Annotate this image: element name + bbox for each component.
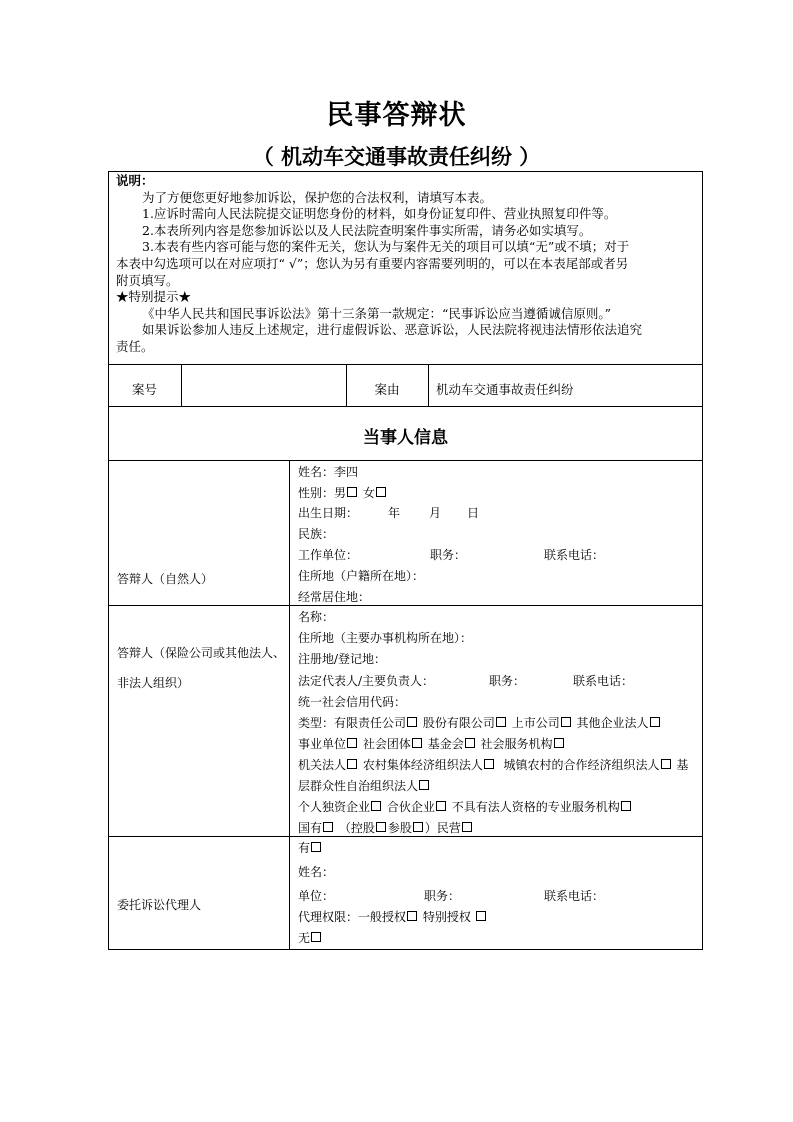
row-divider xyxy=(108,364,703,365)
type-checkbox[interactable] xyxy=(407,717,417,727)
org-type-row xyxy=(298,779,431,793)
agent-name-field[interactable]: 姓名： xyxy=(298,865,335,879)
type-checkbox[interactable] xyxy=(496,717,506,727)
credit-code-field[interactable]: 统一社会信用代码： xyxy=(298,695,407,709)
case-cause-label: 案由 xyxy=(374,382,400,397)
type-option-label: 其他企业法人 xyxy=(576,716,649,730)
type-checkbox[interactable] xyxy=(347,738,357,748)
has-agent-checkbox[interactable] xyxy=(311,842,321,852)
org-type-row xyxy=(298,716,662,730)
habitual-residence-field[interactable]: 经常居住地： xyxy=(298,590,371,604)
legal-rep-field[interactable]: 法定代表人/主要负责人： xyxy=(298,674,435,688)
male-checkbox[interactable] xyxy=(347,487,357,497)
org-address-field[interactable]: 住所地（主要办事机构所在地）： xyxy=(298,631,473,645)
dob-month: 月 xyxy=(429,506,442,520)
general-authority-label: 一般授权 xyxy=(358,910,407,924)
no-agent-checkbox[interactable] xyxy=(311,932,321,942)
gender-label: 性别： xyxy=(298,486,335,500)
name-field[interactable]: 姓名：李四 xyxy=(298,465,359,479)
type-checkbox[interactable] xyxy=(650,717,660,727)
legal-person-label: 非法人组织） xyxy=(117,676,190,690)
type-option-label: 有限责任公司 xyxy=(334,716,407,730)
work-unit-field[interactable]: 工作单位： xyxy=(298,548,359,562)
special-notice-label: ★特别提示★ xyxy=(116,289,192,305)
type-checkbox[interactable] xyxy=(661,759,671,769)
agent-label: 委托诉讼代理人 xyxy=(117,898,202,912)
document-subtitle: （ 机动车交通事故责任纠纷 ） xyxy=(252,144,541,169)
org-type-row xyxy=(298,737,566,751)
type-checkbox[interactable] xyxy=(371,801,381,811)
dob-year: 年 xyxy=(388,506,401,520)
special-authority-label: 特别授权 xyxy=(422,910,471,924)
case-number-label: 案号 xyxy=(131,382,157,397)
type-option-label: 个人独资企业 xyxy=(298,800,371,814)
document-title: 民事答辩状 xyxy=(326,100,467,131)
type-option-label: 合伙企业 xyxy=(386,800,435,814)
female-checkbox[interactable] xyxy=(376,487,386,497)
instructions xyxy=(116,173,696,356)
row-divider xyxy=(108,460,703,461)
col-divider xyxy=(181,364,182,406)
type-checkbox[interactable] xyxy=(412,738,422,748)
type-option-label: 机关法人 xyxy=(298,758,347,772)
type-option-label: 层群众性自治组织法人 xyxy=(298,779,419,793)
type-option-label: 事业单位 xyxy=(298,737,347,751)
instruction-text: 2.本表所列内容是您参加诉讼以及人民法院查明案件事实所需，请务必如实填写。 xyxy=(142,222,592,238)
type-option-label: 基 xyxy=(676,758,689,772)
instruction-text: 1.应诉时需向人民法院提交证明您身份的材料，如身份证复印件、营业执照复印件等。 xyxy=(142,206,617,222)
ownership-row xyxy=(298,821,474,835)
ownership-checkbox[interactable] xyxy=(376,822,386,832)
instruction-text: 如果诉讼参加人违反上述规定，进行虚假诉讼、恶意诉讼，人民法院将视违法情形依法追究 xyxy=(142,322,643,338)
type-option-label: 上市公司 xyxy=(511,716,560,730)
legal-person-label: 答辩人（保险公司或其他法人、 xyxy=(117,646,286,660)
instruction-text: 为了方便您更好地参加诉讼，保护您的合法权利，请填写本表。 xyxy=(142,189,493,205)
row-divider xyxy=(108,406,703,407)
ethnicity-field[interactable]: 民族： xyxy=(298,527,335,541)
natural-person-label: 答辩人（自然人） xyxy=(117,572,214,586)
type-checkbox[interactable] xyxy=(436,801,446,811)
authority-row xyxy=(298,910,488,924)
type-checkbox[interactable] xyxy=(621,801,631,811)
type-checkbox[interactable] xyxy=(465,738,475,748)
special-authority-checkbox[interactable] xyxy=(476,911,486,921)
ownership-option-label: （控股 xyxy=(338,821,375,835)
authority-label: 代理权限： xyxy=(298,910,359,924)
no-agent-option xyxy=(298,931,323,945)
residence-field[interactable]: 住所地（户籍所在地）： xyxy=(298,569,425,583)
col-divider xyxy=(428,364,429,406)
type-option-label: 不具有法人资格的专业服务机构 xyxy=(451,800,620,814)
ownership-checkbox[interactable] xyxy=(323,822,333,832)
legal-position-field[interactable]: 职务： xyxy=(489,674,526,688)
legal-phone-field[interactable]: 联系电话： xyxy=(573,674,634,688)
instruction-text: 本表中勾选项可以在对应项打“ √”；您认为另有重要内容需要列明的，可以在本表尾部或者另 xyxy=(116,255,629,271)
org-name-field[interactable]: 名称： xyxy=(298,610,335,624)
registered-field[interactable]: 注册地/登记地： xyxy=(298,652,387,666)
type-option-label: 城镇农村的合作经济组织法人 xyxy=(503,758,660,772)
instruction-text: 附页填写。 xyxy=(116,272,179,288)
section-title: 当事人信息 xyxy=(363,428,448,448)
female-option-label: 女 xyxy=(362,486,375,500)
position-field[interactable]: 职务： xyxy=(430,548,467,562)
org-type-row xyxy=(298,800,633,814)
type-option-label: 社会服务机构 xyxy=(480,737,553,751)
type-option-label: 农村集体经济组织法人 xyxy=(362,758,483,772)
instructions-label: 说明： xyxy=(116,173,154,188)
ownership-checkbox[interactable] xyxy=(413,822,423,832)
org-type-label: 类型： xyxy=(298,716,335,730)
type-checkbox[interactable] xyxy=(554,738,564,748)
row-divider xyxy=(108,605,703,606)
ownership-checkbox[interactable] xyxy=(462,822,472,832)
type-option-label: 基金会 xyxy=(427,737,464,751)
agent-has-option xyxy=(298,841,323,855)
instruction-text: 责任。 xyxy=(116,338,154,354)
has-agent-label: 有 xyxy=(298,841,311,855)
gender-field xyxy=(298,486,388,500)
instruction-text: 《中华人民共和国民事诉讼法》第十三条第一款规定：“民事诉讼应当遵循诚信原则。” xyxy=(142,305,612,321)
col-divider xyxy=(289,460,290,950)
ownership-option-label: 国有 xyxy=(298,821,323,835)
type-option-label: 股份有限公司 xyxy=(422,716,495,730)
org-type-row xyxy=(298,758,688,772)
type-checkbox[interactable] xyxy=(419,780,429,790)
type-checkbox[interactable] xyxy=(484,759,494,769)
case-cause-value[interactable]: 机动车交通事故责任纠纷 xyxy=(436,382,574,397)
phone-field[interactable]: 联系电话： xyxy=(544,548,605,562)
general-authority-checkbox[interactable] xyxy=(407,911,417,921)
instruction-text: 3.本表有些内容可能与您的案件无关，您认为与案件无关的项目可以填“无”或不填；对于 xyxy=(142,239,630,255)
no-agent-label: 无 xyxy=(298,931,311,945)
type-checkbox[interactable] xyxy=(347,759,357,769)
type-option-label: 社会团体 xyxy=(362,737,411,751)
agent-unit-field[interactable]: 单位： xyxy=(298,889,335,903)
ownership-option-label: 参股 xyxy=(387,821,412,835)
dob-label[interactable]: 出生日期： xyxy=(298,506,359,520)
ownership-option-label: ）民营 xyxy=(424,821,461,835)
agent-phone-field[interactable]: 联系电话： xyxy=(544,889,605,903)
agent-position-field[interactable]: 职务： xyxy=(424,889,461,903)
type-checkbox[interactable] xyxy=(561,717,571,727)
row-divider xyxy=(108,836,703,837)
dob-day: 日 xyxy=(467,506,480,520)
male-option-label: 男 xyxy=(334,486,347,500)
